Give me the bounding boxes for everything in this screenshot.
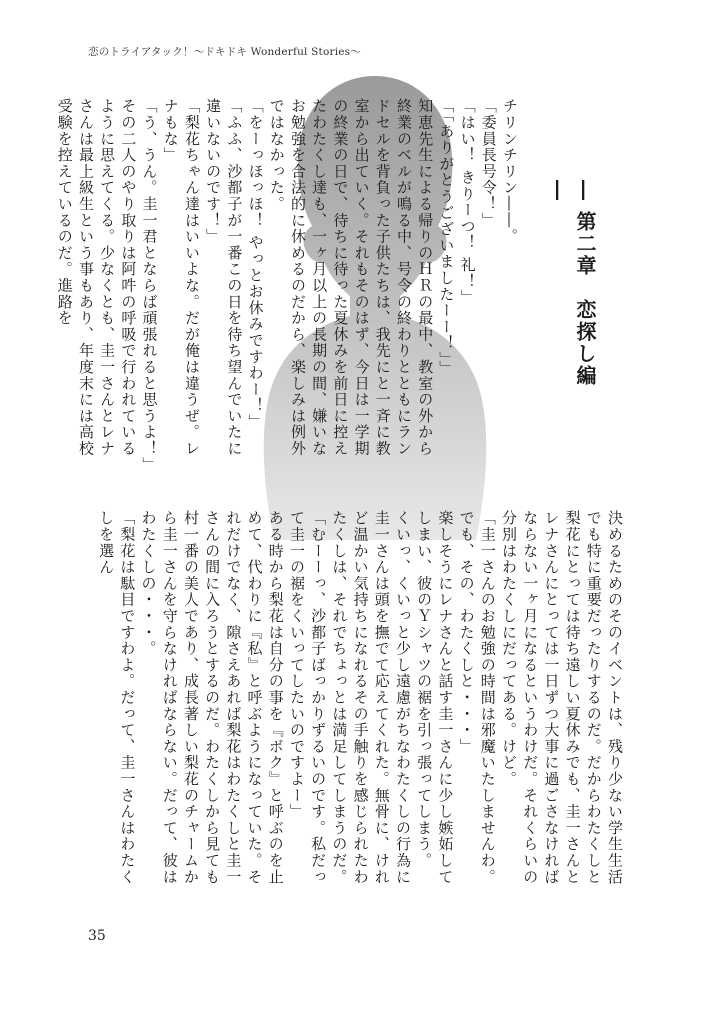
paragraph: 「ふふ、沙都子が一番この日を待ち望んでいたに違いないのです！」 (204, 98, 244, 457)
running-header: 恋のトライアタック！〜ドキドキ Wonderful Stories〜 (88, 46, 361, 58)
paragraph: 「梨花ちゃん達はいいよな。だが俺は違うぜ。レナもな」 (161, 98, 201, 457)
paragraph: 「「ありがとうございましたーー！」」 (437, 98, 456, 377)
paragraph: 知恵先生による帰りのＨＲの最中、教室の外から終業のベルが鳴る中、号令の終わりとともにランドセルを背負った子供たちは、我先にと一斉に教室から出ていく。それもそのはず、今日は一学期の終業の日で、待ちに待った夏休みを前日に控えたわたくし達も、一ヶ月以上の長期の間、嫌いなお勉強を合法的に休めるのだから、楽しみは例外ではなかった。 (267, 98, 435, 457)
paragraph: くいっ、くいっと少し遠慮がちなわたくしの行為に圭一さんは頭を撫でて応えてくれた。無骨に、けれど温かい気持ちになれるその手触りを感じられたわたくしは、それでちょっとは満足してしまうのだ。 (330, 510, 412, 885)
paragraph: 「圭一さんのお勉強の時間は邪魔いたしませんわ。でも、その、わたくしと・・・」 (457, 510, 497, 885)
paragraph: チリンチリン――。 (501, 98, 519, 245)
paragraph: 「梨花は駄目ですわよ。だって、圭一さんはわたくしを選ん (97, 510, 137, 885)
paragraph: 「をーっほっほ！ やっとお休みですわー！」 (246, 98, 265, 431)
paragraph: 「う、うん。圭一君とならば頑張れると思うよ！」 (140, 98, 159, 473)
text-column-top (55, 98, 520, 473)
paragraph: ある時から梨花は自分の事を『ボク』と呼ぶのを止めて、代わりに『私』と呼ぶようになっていた。それだけでなく、隙さえあれば梨花はわたくしと圭一さんの間に入ろうとするのだ。わたくしから見ても村一番の美人であり、成長著しい梨花のチャームから圭一さんを守らなければならない。だって、彼はわたくしの・・・。 (139, 510, 285, 885)
page-number: 35 (88, 928, 106, 944)
chapter-title: ― 第二章 恋探し編 ― (547, 180, 597, 387)
paragraph: 決めるためのそのイベントは、残り少ない学生生活でも特に重要だったりするのだ。だからわたくしと梨花にとっては待ち遠しい夏休みでも、圭一さんとレナさんにとっては一日ずつ大事に過ごさなければならない一ヶ月になるというわけだ。それくらいの分別はわたくしにだってある。けど。 (499, 510, 624, 885)
paragraph: 「委員長号令！」 (479, 98, 498, 229)
paragraph: 楽しそうにレナさんと話す圭一さんに少し嫉妬してしまい、彼のＹシャツの裾を引っ張ってしまう。 (415, 510, 455, 885)
text-column-bottom (85, 510, 625, 898)
paragraph: 「むーーっ、沙都子ばっかりずるいのです。私だって圭一の裾をくいってしたいのですよー」 (287, 510, 328, 885)
paragraph: その二人のやり取りは阿吽の呼吸で行われているように思えてくる。少なくとも、圭一さんとレナさんは最上級生という事もあり、年度末には高校受験を控えているのだ。進路を (55, 98, 138, 457)
paragraph: 「はい！ きりーつ！ 礼！」 (458, 98, 477, 306)
